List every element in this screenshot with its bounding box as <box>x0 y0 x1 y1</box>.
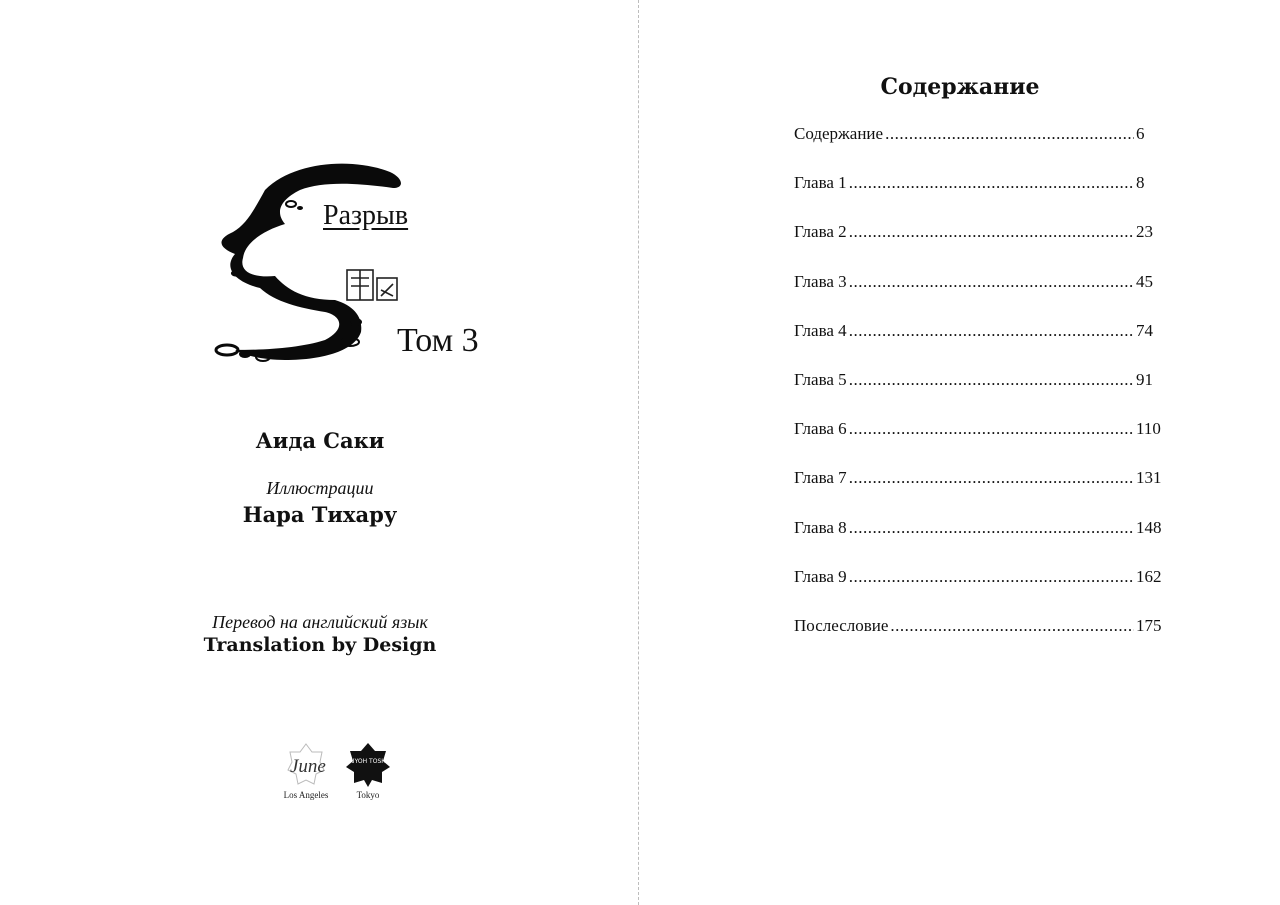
publisher-city: Los Angeles <box>283 790 329 800</box>
toc-entry-title: Глава 4 <box>794 320 847 340</box>
translation-label: Перевод на английский язык <box>212 612 428 632</box>
toc-leader <box>849 518 1134 538</box>
toc-entry-title: Глава 9 <box>794 566 847 586</box>
taiyoh-tosho-logo-icon <box>345 742 391 788</box>
toc-entry-page: 175 <box>1136 615 1162 635</box>
toc-leader <box>849 272 1134 292</box>
toc-entry-title: Глава 7 <box>794 468 847 488</box>
toc-entry-page: 148 <box>1136 517 1162 537</box>
toc-leader <box>849 222 1134 242</box>
june-logo-icon <box>286 742 326 788</box>
illustrator-name: Нара Тихару <box>242 502 398 527</box>
author-name: Аида Саки <box>255 428 385 453</box>
illustrations-label: Иллюстрации <box>266 478 374 498</box>
toc-leader <box>849 567 1134 587</box>
toc-entry-page: 6 <box>1136 124 1145 143</box>
title-logo <box>205 150 505 380</box>
translator-name: Translation by Design <box>203 634 437 656</box>
toc-entry-title: Глава 1 <box>794 173 847 193</box>
toc-entry[interactable] <box>794 173 1164 222</box>
toc-entry-page: 74 <box>1136 320 1153 340</box>
toc-entry-title: Содержание <box>794 124 884 143</box>
toc-leader <box>885 124 1134 144</box>
june-logo-text: June <box>290 756 326 777</box>
toc-entry-page: 23 <box>1136 222 1153 242</box>
toc-entry-page: 45 <box>1136 271 1153 291</box>
toc-entry-title: Глава 3 <box>794 271 847 291</box>
toc-entry[interactable] <box>794 222 1164 271</box>
toc-entry-title: Глава 5 <box>794 369 847 389</box>
toc-entry[interactable] <box>794 419 1164 468</box>
toc-entry[interactable] <box>794 518 1164 567</box>
toc-entry[interactable] <box>794 124 1164 173</box>
toc-entry[interactable] <box>794 321 1164 370</box>
toc-entry[interactable] <box>794 272 1164 321</box>
toc-entry-title: Глава 6 <box>794 419 847 439</box>
volume-label: Том 3 <box>397 322 479 359</box>
toc-entry-page: 110 <box>1136 419 1161 439</box>
toc-leader <box>849 468 1134 488</box>
page-divider <box>638 0 639 905</box>
publisher-taiyoh <box>342 742 394 800</box>
toc-leader <box>890 616 1134 636</box>
toc-entry-title: Послесловие <box>794 615 889 635</box>
publisher-city: Tokyo <box>356 790 380 800</box>
toc-entry[interactable] <box>794 616 1164 665</box>
left-page <box>0 0 638 905</box>
toc-leader <box>849 321 1134 341</box>
toc-entry[interactable] <box>794 370 1164 419</box>
right-page <box>640 0 1280 905</box>
toc-entry[interactable] <box>794 468 1164 517</box>
toc-leader <box>849 419 1134 439</box>
toc-entry-title: Глава 2 <box>794 222 847 242</box>
toc-entry[interactable] <box>794 567 1164 616</box>
toc-entry-page: 131 <box>1136 468 1162 488</box>
table-of-contents <box>794 124 1164 665</box>
toc-entry-title: Глава 8 <box>794 517 847 537</box>
toc-entry-page: 91 <box>1136 369 1153 389</box>
toc-leader <box>849 370 1134 390</box>
book-title: Разрыв <box>323 200 409 231</box>
toc-entry-page: 8 <box>1136 173 1145 193</box>
taiyoh-logo-text: TAIYOH TOSHO <box>345 758 391 765</box>
toc-heading: Содержание <box>880 74 1040 100</box>
toc-entry-page: 162 <box>1136 566 1162 586</box>
toc-leader <box>849 173 1134 193</box>
publisher-june <box>278 742 334 800</box>
